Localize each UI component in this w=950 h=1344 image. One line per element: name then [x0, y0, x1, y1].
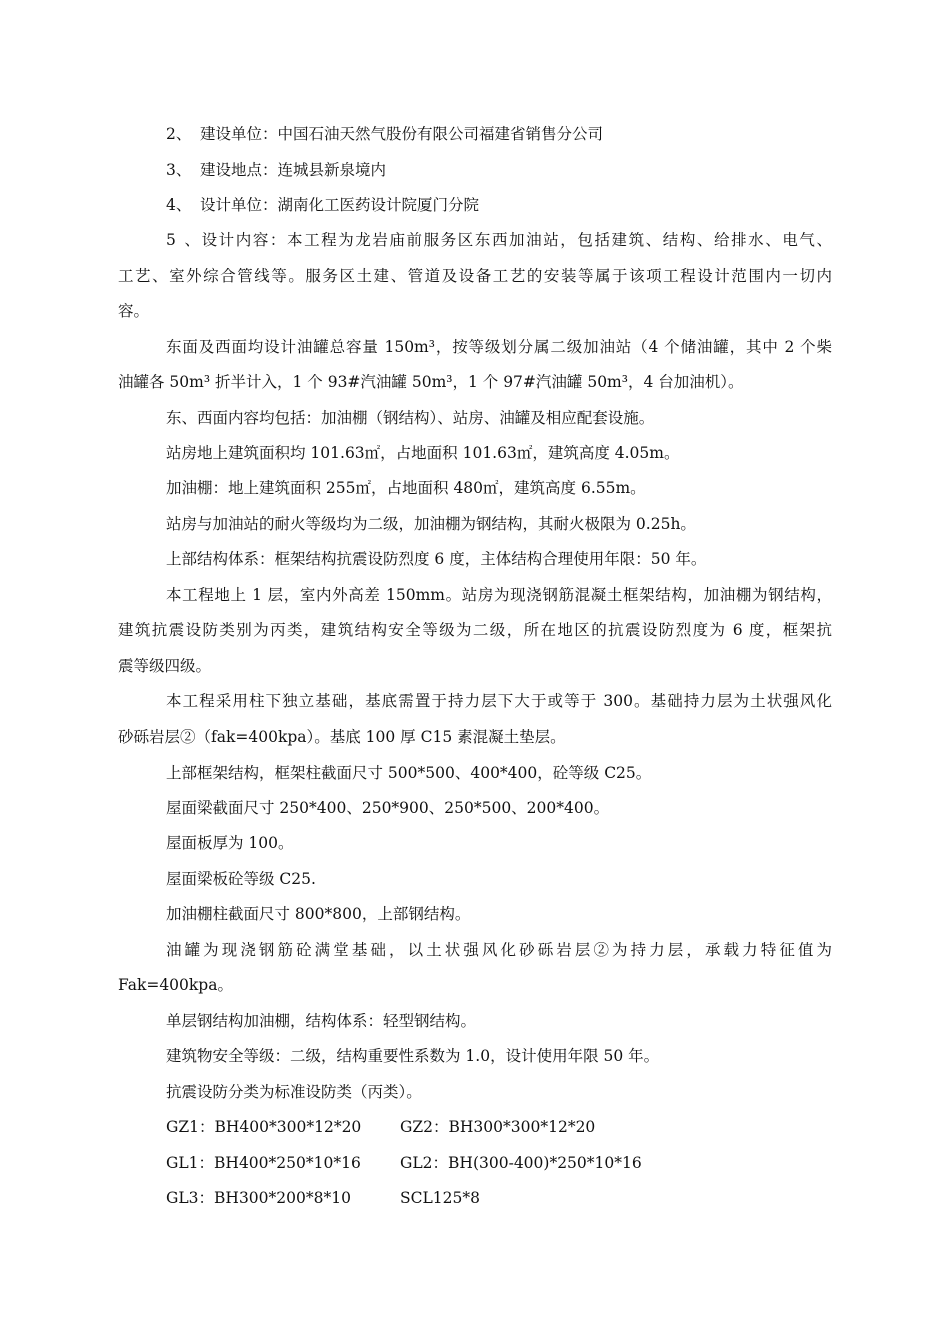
- paragraph: 上部框架结构，框架柱截面尺寸 500*500、400*400，砼等级 C25。: [166, 764, 652, 782]
- member-spec: GZ2：BH300*300*12*20: [400, 1118, 596, 1136]
- member-spec: GL1：BH400*250*10*16: [166, 1154, 361, 1172]
- paragraph: 屋面板厚为 100。: [166, 834, 294, 852]
- paragraph: 抗震设防分类为标准设防类（丙类）。: [166, 1083, 422, 1101]
- list-item: [166, 233, 832, 249]
- paragraph-line: 震等级四级。: [118, 657, 212, 675]
- item-text: 建设地点：连城县新泉境内: [200, 161, 387, 179]
- member-spec: GL3：BH300*200*8*10: [166, 1189, 351, 1207]
- member-spec: GZ1：BH400*300*12*20: [166, 1118, 362, 1136]
- item-number: 4、: [166, 196, 192, 214]
- paragraph-line: Fak=400kpa。: [118, 976, 233, 994]
- item-text: 建设单位：中国石油天然气股份有限公司福建省销售分公司: [200, 125, 604, 143]
- paragraph-line: 工艺、室外综合管线等。服务区土建、管道及设备工艺的安装等属于该项工程设计范围内一切内: [118, 267, 832, 285]
- item-text: 设计单位：湖南化工医药设计院厦门分院: [200, 196, 480, 214]
- item-text: 设计内容：本工程为龙岩庙前服务区东西加油站，包括建筑、结构、给排水、电气、: [200, 231, 832, 249]
- member-spec: GL2：BH(300-400)*250*10*16: [400, 1154, 642, 1172]
- list-item: [166, 127, 603, 143]
- item-number: 2、: [166, 125, 192, 143]
- paragraph: 屋面梁截面尺寸 250*400、250*900、250*500、200*400。: [166, 799, 610, 817]
- list-item: [166, 198, 479, 214]
- paragraph: 东、西面内容均包括：加油棚（钢结构）、站房、油罐及相应配套设施。: [166, 409, 655, 427]
- paragraph-line: 砂砾岩层②（fak=400kpa）。基底 100 厚 C15 素混凝土垫层。: [118, 728, 566, 746]
- paragraph-line: 油罐各 50m³ 折半计入，1 个 93#汽油罐 50m³，1 个 97#汽油罐 50m³，4 台加油机）。: [118, 373, 744, 391]
- paragraph: 站房地上建筑面积均 101.63㎡，占地面积 101.63㎡，建筑高度 4.05m。: [166, 444, 680, 462]
- item-number: 3、: [166, 161, 192, 179]
- paragraph: 单层钢结构加油棚，结构体系：轻型钢结构。: [166, 1012, 477, 1030]
- member-spec: SCL125*8: [400, 1189, 480, 1207]
- paragraph: 屋面梁板砼等级 C25.: [166, 870, 316, 888]
- paragraph: 上部结构体系：框架结构抗震设防烈度 6 度，主体结构合理使用年限：50 年。: [166, 550, 707, 568]
- paragraph: 加油棚：地上建筑面积 255㎡，占地面积 480㎡，建筑高度 6.55m。: [166, 479, 646, 497]
- paragraph-line: 东面及西面均设计油罐总容量 150m³，按等级划分属二级加油站（4 个储油罐，其中 2 个柴: [166, 338, 832, 356]
- paragraph-line: 本工程地上 1 层，室内外高差 150mm。站房为现浇钢筋混凝土框架结构，加油棚为钢结构，: [166, 586, 832, 604]
- paragraph-line: 建筑抗震设防类别为丙类，建筑结构安全等级为二级，所在地区的抗震设防烈度为 6 度，框架抗: [118, 621, 832, 639]
- paragraph-line: 容。: [118, 302, 150, 320]
- paragraph: 站房与加油站的耐火等级均为二级，加油棚为钢结构，其耐火极限为 0.25h。: [166, 515, 696, 533]
- list-item: [166, 163, 386, 179]
- paragraph: 建筑物安全等级：二级，结构重要性系数为 1.0，设计使用年限 50 年。: [166, 1047, 660, 1065]
- paragraph: 加油棚柱截面尺寸 800*800，上部钢结构。: [166, 905, 471, 923]
- paragraph-line: 本工程采用柱下独立基础，基底需置于持力层下大于或等于 300。基础持力层为土状强风化: [166, 692, 832, 710]
- item-number: 5、: [166, 231, 200, 249]
- paragraph-line: 油罐为现浇钢筋砼满堂基础，以土状强风化砂砾岩层②为持力层，承载力特征值为: [166, 941, 832, 959]
